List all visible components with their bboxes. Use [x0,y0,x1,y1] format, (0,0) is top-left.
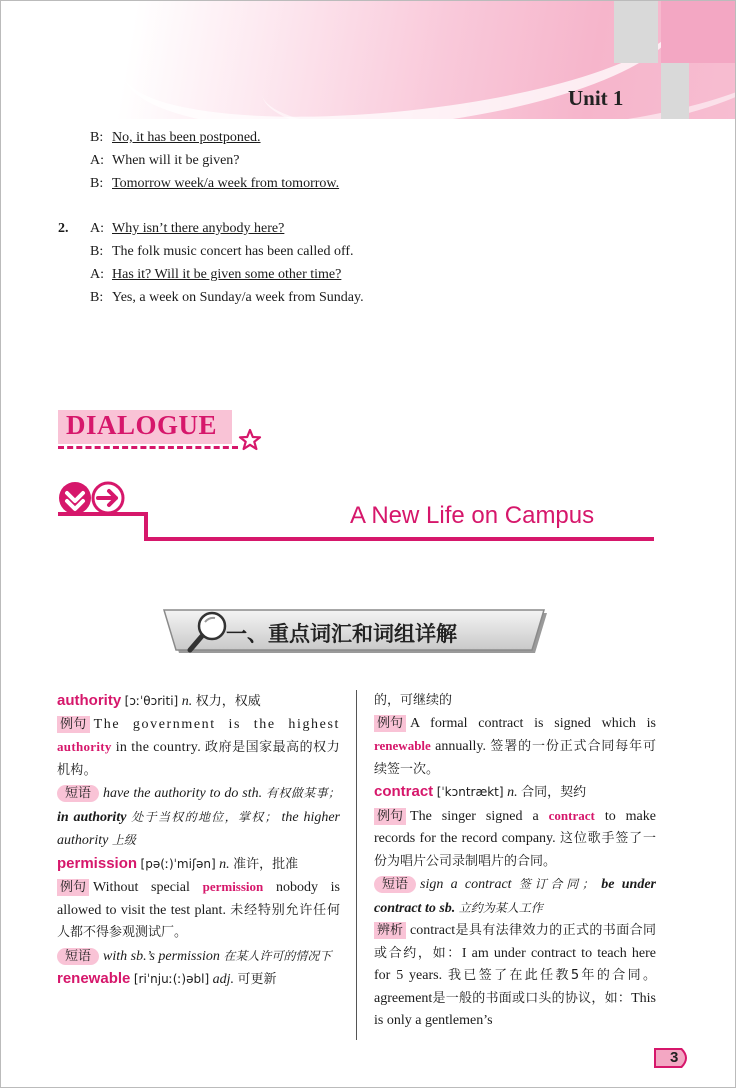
phonetic: [ˈkɔntrækt] [436,785,504,799]
unit-title: Unit 1 [568,86,624,110]
example-text: Without special [93,880,203,895]
example-text: The singer signed a [410,808,549,824]
page-border-left [0,0,1,1088]
phrase: be under contract to sb. [374,877,656,916]
part-of-speech: n. [181,694,193,709]
analysis-word: agreement [374,990,433,1006]
phrase-translation: 上级 [111,833,136,847]
example-text: to make records for the record company. [374,808,656,846]
phrase: in authority [57,809,127,825]
meaning: 的，可继续的 [374,693,453,708]
analysis-example: I am under contract to teach here for 5 years. [374,945,656,983]
phonetic: [pə(ː)ˈmiʃən] [140,856,216,871]
dialogue-line [90,244,354,260]
example [374,805,656,874]
analysis-tag: 辨析 [374,922,406,939]
phonetic: [ɔːˈθɔriti] [124,694,179,708]
entry-permission [57,853,340,877]
example-translation: 未经特别允许任何人都不得参观测试厂。 [57,902,340,940]
dialogue-line [90,153,240,169]
part-of-speech: n. [219,856,230,872]
phrases [374,873,656,920]
phrase: the higher authority [57,809,340,848]
analysis-text: 是一般的书面或口头的协议，如： [432,990,632,1006]
entry-contract [374,781,656,805]
phrase-translation: 处于当权的地位，掌权； [131,809,277,824]
left-column [57,690,340,992]
speaker: B: [90,244,104,259]
example-text: The government is the highest [93,716,340,732]
phrase: sign a contract [420,877,512,892]
example [57,714,340,783]
phrase-translation: 立约为某人工作 [458,900,543,915]
line-text: Has it? Will it be given some other time? [112,267,342,282]
header-gray-block-2 [661,63,689,119]
highlight-word: renewable [374,738,431,753]
speaker: A: [90,267,104,282]
entry-authority [57,690,340,714]
speaker: A: [90,221,104,236]
example-tag: 例句 [374,808,406,825]
meaning: 准许，批准 [233,856,299,872]
speaker: A: [90,153,104,168]
column-divider [356,690,357,1040]
headword: renewable [57,970,131,987]
example [57,876,340,945]
analysis-text: 是具有法律效力的正式的书面合同或合约，如： [374,923,656,961]
meaning: 可更新 [237,972,277,987]
meaning-continued [374,690,656,713]
dialogue-line [90,267,341,283]
speaker: B: [90,130,104,145]
arrow-right-circle-icon [93,483,123,513]
phrase-translation: 有权做某事； [266,786,341,800]
dialogue-number: 2. [58,221,69,236]
example-tag: 例句 [57,879,89,896]
speaker: B: [90,176,104,191]
example-text: in the country. [111,740,202,755]
phrases [57,945,340,969]
line-text: The folk music concert has been called off. [112,244,354,259]
analysis-word: contract [410,923,456,938]
phrase-tag: 短语 [57,785,99,802]
highlight-word: authority [57,739,112,754]
dialogue-line [90,221,284,237]
phonetic: [riˈnjuː(ː)əbl] [133,972,210,986]
highlight-word: permission [202,879,264,894]
title-rule [58,512,148,516]
line-text: Yes, a week on Sunday/a week from Sunday. [112,290,364,305]
meaning: 合同，契约 [521,785,587,800]
title-rule [144,512,148,540]
dialogue-line [90,176,339,192]
star-icon [238,428,262,452]
example-translation: 这位歌手签了一份为唱片公司录制唱片的合同。 [374,831,656,869]
title-rule [144,537,654,541]
headword: permission [57,854,138,872]
phrase: have the authority to do sth. [103,786,263,801]
headword: contract [374,783,434,800]
dialogue-banner-underline [58,446,238,449]
meaning: 权力，权威 [195,694,261,709]
analysis-translation: 我已签了在此任教5年的合同。 [447,968,656,983]
line-text: Tomorrow week/a week from tomorrow. [112,176,340,191]
example-text: annually. [430,739,486,754]
analysis-example: This is only a gentlemen’s [374,990,656,1028]
example-text: nobody is allowed to visit the test plant. [57,880,340,918]
dialogue-line [90,290,364,306]
example-translation: 签署的一份正式合同每年可续签一次。 [374,739,656,777]
dialogue-line [90,130,261,146]
example-tag: 例句 [374,715,406,732]
right-column [374,690,656,1033]
speaker: B: [90,290,104,305]
line-text: When will it be given? [112,153,240,168]
arrow-icons [58,480,128,516]
headword: authority [57,692,122,709]
dialogue-banner-label: DIALOGUE [66,410,218,440]
phrase-tag: 短语 [374,876,416,893]
phrase-translation: 在某人许可的情况下 [223,948,332,963]
part-of-speech: n. [507,785,518,800]
phrase-translation: 签订合同； [518,877,594,891]
example [374,713,656,782]
example-text: A formal contract is signed which is [410,715,656,731]
example-translation: 政府是国家最高的权力机构。 [57,740,340,778]
phrase: with sb.’s permission [103,948,220,964]
lesson-title: A New Life on Campus [350,502,595,529]
header-pink-block [661,1,735,63]
highlight-word: contract [548,807,595,823]
phrase-tag: 短语 [57,948,99,965]
arrow-down-circle-icon [59,482,91,514]
example-tag: 例句 [57,716,90,733]
section-title: 一、重点词汇和词组详解 [226,622,457,646]
line-text: Why isn’t there anybody here? [112,221,285,236]
analysis [374,920,656,1033]
header-gray-block [614,1,658,63]
entry-renewable [57,968,340,992]
part-of-speech: adj. [212,972,235,987]
phrases [57,782,340,853]
line-text: No, it has been postponed. [112,130,261,145]
page-number: 3 [670,1049,679,1066]
